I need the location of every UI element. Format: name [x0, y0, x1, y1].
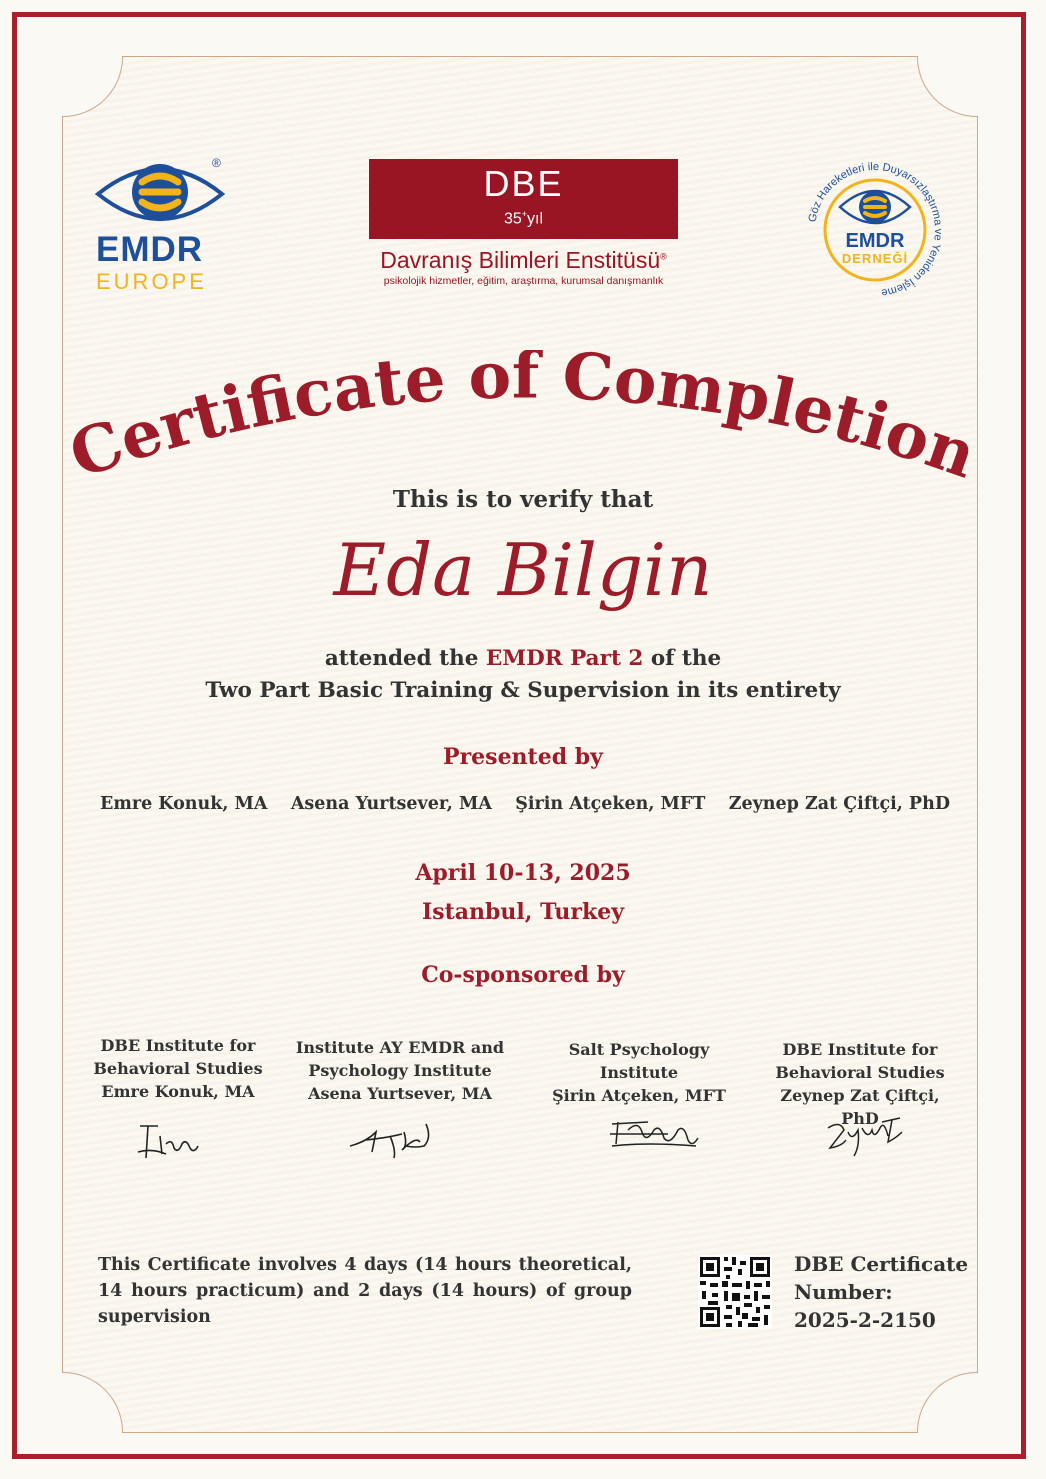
logo-text: EMDR [96, 230, 204, 269]
certificate-number: 2025-2-2150 [794, 1308, 936, 1332]
sponsor-line: DBE Institute for [782, 1040, 938, 1059]
sponsor-line: DBE Institute for [100, 1036, 256, 1055]
seal-subtext: DERNEĞİ [841, 251, 909, 266]
logo-subtext: EUROPE [96, 269, 207, 294]
presented-by-heading: Presented by [443, 744, 603, 770]
seal-text: EMDR [845, 230, 905, 252]
svg-text:Certificate of Completion [61, 350, 986, 494]
dbe-name-text: Davranış Bilimleri Enstitüsü [380, 247, 661, 273]
qr-code-icon [698, 1255, 772, 1329]
sponsor-line: Asena Yurtsever, MA [308, 1084, 492, 1103]
sponsor-block [88, 1034, 268, 1103]
emdr-dernegi-seal [800, 155, 950, 305]
program-name: EMDR Part 2 [485, 646, 644, 671]
signature-image [822, 1112, 906, 1162]
presenters-list [100, 794, 950, 814]
certificate-number-label: DBE Certificate [794, 1252, 969, 1276]
certificate-number-block [794, 1250, 968, 1334]
attended-line-1 [0, 646, 1046, 671]
dbe-title: DBE [483, 163, 564, 204]
signature-image [346, 1116, 438, 1162]
sponsor-block [530, 1038, 748, 1107]
presenter-name: Emre Konuk, MA [100, 794, 268, 814]
sponsor-line: Behavioral Studies [93, 1059, 263, 1078]
attended-line-2: Two Part Basic Training & Supervision in its entirety [205, 678, 841, 703]
dbe-years-suffix: yıl [527, 210, 544, 228]
sponsor-line: Zeynep Zat Çiftçi, PhD [780, 1086, 940, 1128]
title-text: Certificate of Completion [60, 350, 986, 494]
attended-prefix: attended the [324, 646, 486, 671]
event-location: Istanbul, Turkey [421, 899, 625, 925]
presenter-name: Şirin Atçeken, MFT [515, 794, 706, 814]
verify-text: This is to verify that [392, 486, 654, 513]
attended-suffix: of the [643, 646, 722, 671]
certificate-number-label: Number: [794, 1280, 893, 1304]
registered-mark: ® [660, 251, 667, 262]
sponsor-block [290, 1036, 510, 1105]
dbe-tagline: psikolojik hizmetler, eğitim, araştırma, kurumsal danışmanlık [383, 275, 664, 287]
sponsor-line: Emre Konuk, MA [101, 1082, 255, 1101]
sponsor-line: Psychology Institute [308, 1061, 492, 1080]
event-dates: April 10-13, 2025 [415, 860, 631, 886]
recipient-name: Eda Bilgin [333, 528, 713, 612]
presenter-name: Asena Yurtsever, MA [290, 794, 492, 814]
seal-ring-text: Göz Hareketleri ile Duyarsızlaştırma ve Yeniden İşleme [806, 160, 945, 299]
signature-image [608, 1116, 702, 1156]
certificate-scope-note: This Certificate involves 4 days (14 hours theoretical, 14 hours practicum) and 2 days (14 hours) of group supervision [98, 1255, 632, 1327]
eye-icon [90, 152, 230, 232]
presenter-name: Zeynep Zat Çiftçi, PhD [728, 794, 950, 814]
dbe-logo [369, 159, 678, 287]
dbe-name [369, 247, 678, 274]
registered-mark: ® [212, 156, 221, 170]
dbe-logo-box [369, 159, 678, 239]
sponsor-line: Behavioral Studies [775, 1063, 945, 1082]
dbe-years: 35+yıl [503, 209, 544, 228]
co-sponsored-heading: Co-sponsored by [421, 962, 625, 988]
sponsor-line: Institute AY EMDR and [295, 1038, 505, 1057]
signature-image [132, 1118, 202, 1162]
dbe-years-number: 35 [503, 210, 522, 228]
emdr-europe-logo [90, 152, 230, 292]
sponsor-line: Salt Psychology Institute [568, 1040, 710, 1082]
sponsor-line: Şirin Atçeken, MFT [552, 1086, 726, 1105]
